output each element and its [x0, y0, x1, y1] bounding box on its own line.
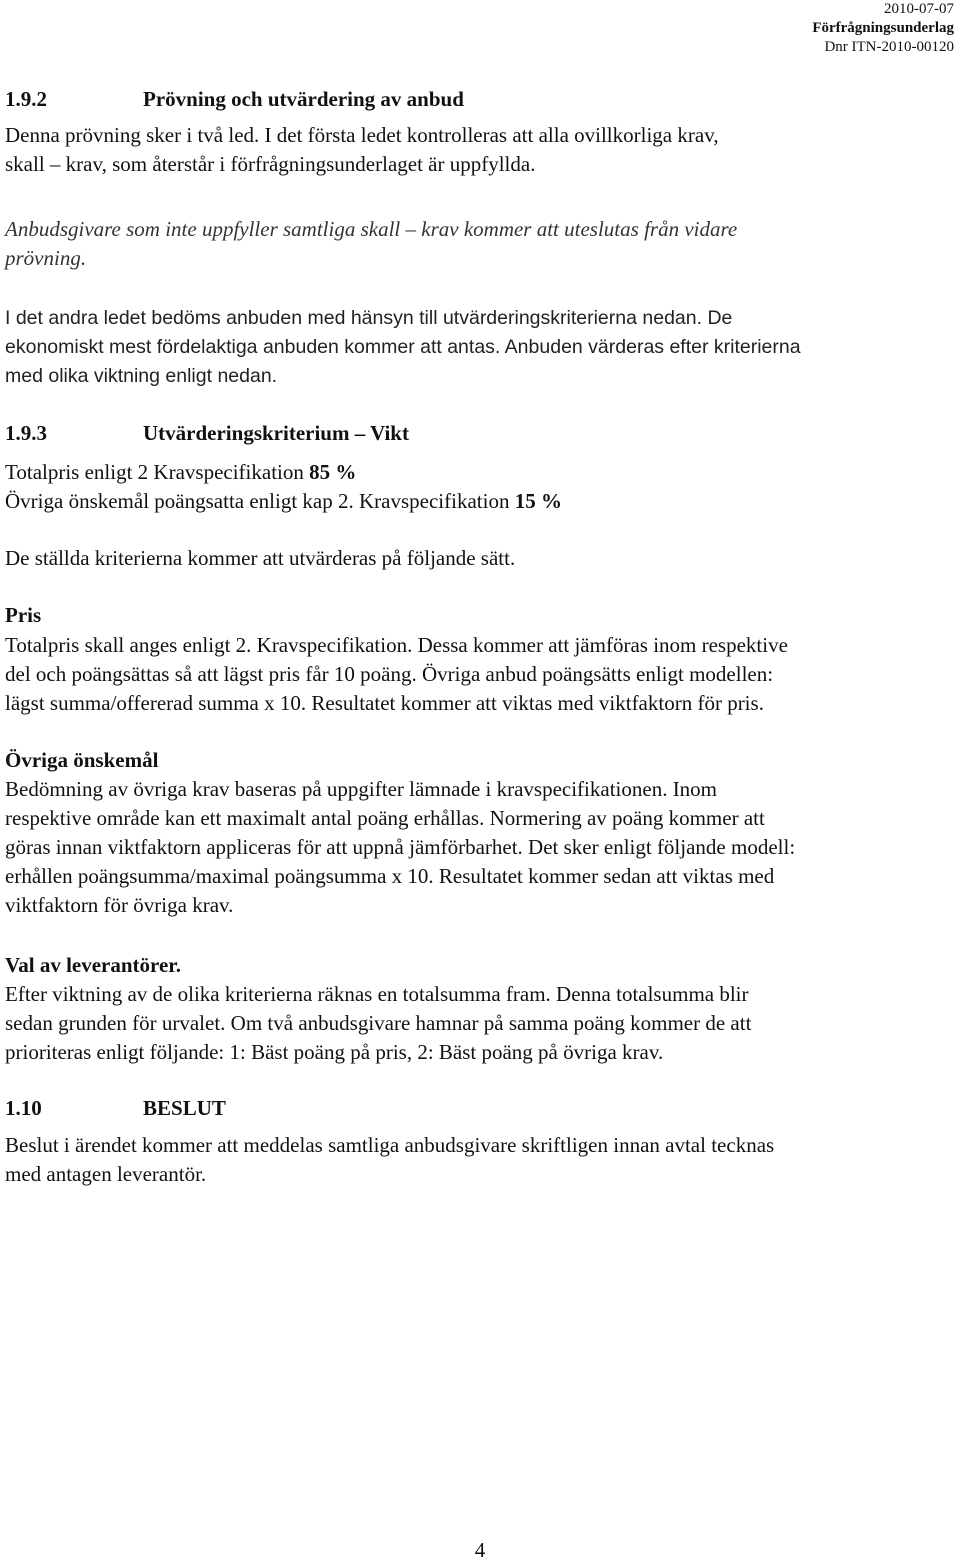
text-line: viktfaktorn för övriga krav. — [5, 893, 234, 917]
text-line: respektive område kan ett maximalt antal poäng erhållas. Normering av poäng kommer att — [5, 806, 765, 830]
criteria-list — [5, 458, 953, 516]
text-line: ekonomiskt mest fördelaktiga anbuden kommer att antas. Anbuden värderas efter kriterierna — [5, 336, 801, 358]
section-number: 1.9.2 — [5, 87, 47, 111]
header-date: 2010-07-07 — [884, 1, 954, 17]
page-header — [812, 0, 954, 57]
section-1-9-3-heading — [5, 419, 953, 449]
text-line: prövning. — [5, 246, 87, 270]
text-line: lägst summa/offererad summa x 10. Resultatet kommer att viktas med viktfaktorn för pris. — [5, 691, 764, 715]
text-line: Efter viktning av de olika kriterierna räknas en totalsumma fram. Denna totalsumma blir — [5, 982, 749, 1006]
paragraph-pris — [5, 631, 953, 718]
text-line: del och poängsättas så att lägst pris får 10 poäng. Övriga anbud poängsätts enligt modellen: — [5, 662, 774, 686]
criterion-price — [5, 458, 953, 487]
paragraph-beslut — [5, 1131, 953, 1189]
paragraph-val — [5, 980, 953, 1067]
criterion-weight: 15 % — [514, 489, 562, 513]
val-heading: Val av leverantörer. — [5, 953, 181, 977]
text-line: erhållen poängsumma/maximal poängsumma x 10. Resultatet kommer sedan att viktas med — [5, 864, 775, 888]
criterion-text: Övriga önskemål poängsatta enligt kap 2. Kravspecifikation — [5, 489, 510, 513]
header-dnr: Dnr ITN-2010-00120 — [824, 39, 954, 55]
text-line: Totalpris skall anges enligt 2. Kravspecifikation. Dessa kommer att jämföras inom respektive — [5, 633, 788, 657]
criterion-other — [5, 487, 953, 516]
section-title: BESLUT — [143, 1096, 226, 1120]
text-line: sedan grunden för urvalet. Om två anbudsgivare hamnar på samma poäng kommer de att — [5, 1011, 752, 1035]
criteria-intro: De ställda kriterierna kommer att utvärderas på följande sätt. — [5, 546, 516, 570]
paragraph-andra-led — [5, 304, 953, 391]
header-doc-type: Förfrågningsunderlag — [812, 20, 954, 36]
paragraph-ovriga — [5, 775, 953, 920]
section-number: 1.10 — [5, 1096, 42, 1120]
section-title: Utvärderingskriterium – Vikt — [143, 421, 409, 445]
text-line: Bedömning av övriga krav baseras på uppgifter lämnade i kravspecifikationen. Inom — [5, 777, 718, 801]
text-line: Beslut i ärendet kommer att meddelas samtliga anbudsgivare skriftligen innan avtal tecknas — [5, 1133, 775, 1157]
criterion-weight: 85 % — [309, 460, 357, 484]
text-line: prioriteras enligt följande: 1: Bäst poäng på pris, 2: Bäst poäng på övriga krav. — [5, 1040, 664, 1064]
section-number: 1.9.3 — [5, 421, 47, 445]
text-line: I det andra ledet bedöms anbuden med hänsyn till utvärderingskriterierna nedan. De — [5, 307, 733, 329]
section-title: Prövning och utvärdering av anbud — [143, 87, 464, 111]
paragraph-prov-led — [5, 121, 953, 179]
section-1-9-2-heading — [5, 85, 953, 114]
ovriga-heading: Övriga önskemål — [5, 748, 159, 772]
text-line: Anbudsgivare som inte uppfyller samtliga skall – krav kommer att uteslutas från vidare — [5, 217, 738, 241]
criterion-text: Totalpris enligt 2 Kravspecifikation — [5, 460, 304, 484]
section-1-10-heading — [5, 1094, 953, 1123]
text-line: med olika viktning enligt nedan. — [5, 365, 278, 387]
text-line: Denna prövning sker i två led. I det första ledet kontrolleras att alla ovillkorliga krav, — [5, 123, 719, 147]
text-line: med antagen leverantör. — [5, 1162, 207, 1186]
pris-heading: Pris — [5, 603, 42, 627]
text-line: göras innan viktfaktorn appliceras för att uppnå jämförbarhet. Det sker enligt följande modell: — [5, 835, 796, 859]
page-number: 4 — [474, 1538, 486, 1562]
text-line: skall – krav, som återstår i förfrågningsunderlaget är uppfyllda. — [5, 152, 536, 176]
paragraph-uteslutning — [5, 215, 953, 273]
